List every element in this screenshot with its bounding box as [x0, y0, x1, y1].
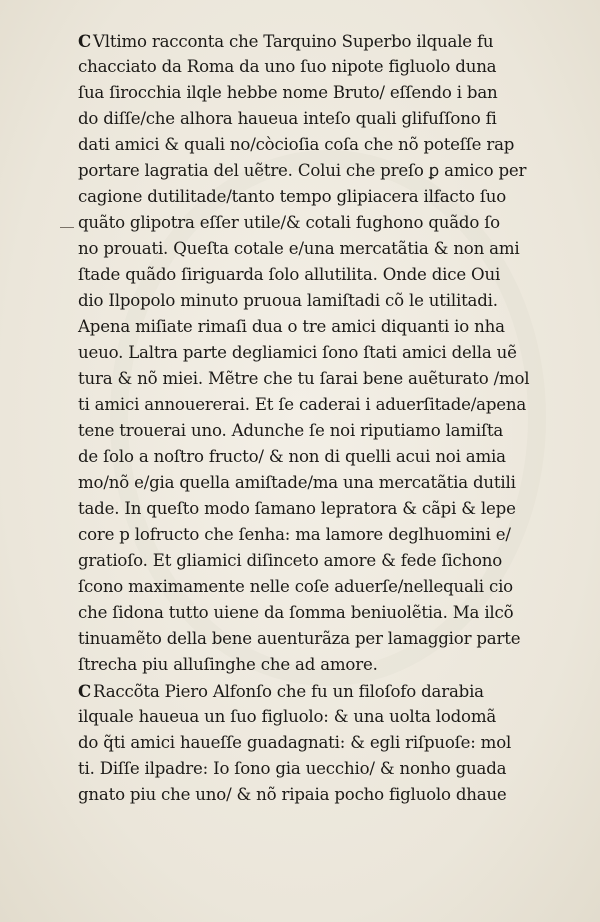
paragraph-mark: Ⅽ	[78, 31, 92, 51]
text-block	[78, 28, 558, 808]
text-line	[78, 444, 558, 470]
line-text: ti amici annouererai. Et ſe caderai i aduerſitade/apena	[78, 395, 527, 414]
text-line	[78, 288, 558, 314]
line-text: de ſolo a noſtro fructo/ & non di quelli acui noi amia	[78, 447, 506, 466]
line-text: no prouati. Queſta cotale e/una mercatãtia & non ami	[78, 239, 520, 258]
text-line	[78, 704, 558, 730]
line-text: che ſidona tutto uiene da ſomma beniuolẽtia. Ma ilcõ	[78, 603, 514, 622]
text-line	[78, 782, 558, 808]
text-line	[78, 548, 558, 574]
line-text: gratioſo. Et gliamici diſinceto amore & fede ſichono	[78, 551, 503, 570]
text-line	[78, 470, 558, 496]
line-text: portare lagratia del uẽtre. Colui che preſo ꝑ amico per	[78, 161, 527, 180]
line-text: ti. Diſſe ilpadre: Io ſono gia uecchio/ & nonho guada	[78, 759, 507, 778]
line-text: tade. In queſto modo ſamano lepratora & cãpi & lepe	[78, 499, 516, 518]
line-text: mo/nõ e/gia quella amiſtade/ma una mercatãtia dutili	[78, 473, 516, 492]
text-line	[78, 236, 558, 262]
line-text: tinuamẽto della bene auenturãza per lamaggior parte	[78, 629, 521, 648]
line-text: tene trouerai uno. Adunche ſe noi riputiamo lamiſta	[78, 421, 504, 440]
text-line	[78, 366, 558, 392]
text-line	[78, 730, 558, 756]
text-line	[78, 54, 558, 80]
text-line	[78, 106, 558, 132]
paragraph-mark: Ⅽ	[78, 681, 92, 701]
margin-mark	[60, 227, 74, 228]
line-text: cagione dutilitade/tanto tempo glipiacera ilfacto ſuo	[78, 187, 507, 206]
line-text: dio Ilpopolo minuto pruoua lamiſtadi cõ le utilitadi.	[78, 291, 498, 310]
text-line	[78, 210, 558, 236]
text-line	[78, 314, 558, 340]
text-line	[78, 574, 558, 600]
line-text: ſtade quãdo ſiriguarda ſolo allutilita. Onde dice Oui	[78, 265, 501, 284]
text-line	[78, 392, 558, 418]
text-line	[78, 132, 558, 158]
line-text: dati amici & quali no/còcioſia coſa che nõ poteſſe rap	[78, 135, 515, 154]
line-text: Vltimo racconta che Tarquino Superbo ilquale fu	[93, 32, 494, 51]
line-text: Apena miſiate rimaſi dua o tre amici diquanti io nha	[78, 317, 505, 336]
text-line	[78, 626, 558, 652]
text-line	[78, 678, 558, 704]
text-line	[78, 418, 558, 444]
line-text: tura & nõ miei. Mẽtre che tu ſarai bene auẽturato /mol	[78, 369, 530, 388]
text-line	[78, 184, 558, 210]
line-text: Raccõta Piero Alfonſo che fu un filoſofo darabia	[93, 682, 484, 701]
text-line	[78, 80, 558, 106]
line-text: gnato piu che uno/ & nõ ripaia pocho figluolo dhaue	[78, 785, 507, 804]
text-line	[78, 756, 558, 782]
text-line	[78, 340, 558, 366]
text-line	[78, 28, 558, 54]
line-text: ſcono maximamente nelle coſe aduerſe/nellequali cio	[78, 577, 513, 596]
text-line	[78, 600, 558, 626]
line-text: chacciato da Roma da uno ſuo nipote figluolo duna	[78, 57, 497, 76]
text-line	[78, 652, 558, 678]
line-text: quãto glipotra eſſer utile/& cotali fughono quãdo ſo	[78, 213, 500, 232]
text-line	[78, 158, 558, 184]
line-text: core p lofructo che ſenha: ma lamore deglhuomini e/	[78, 525, 511, 544]
line-text: ſua ſirocchia ilqle hebbe nome Bruto/ eſſendo i ban	[78, 83, 498, 102]
line-text: ilquale haueua un ſuo figluolo: & una uolta lodomã	[78, 707, 497, 726]
text-line	[78, 522, 558, 548]
text-line	[78, 262, 558, 288]
line-text: do diſſe/che alhora haueua inteſo quali glifuſſono fi	[78, 109, 497, 128]
line-text: do q̃ti amici haueſſe guadagnati: & egli riſpuoſe: mol	[78, 733, 512, 752]
line-text: ueuo. Laltra parte degliamici ſono ſtati amici della uẽ	[78, 343, 517, 362]
line-text: ſtrecha piu alluſinghe che ad amore.	[78, 655, 378, 674]
text-line	[78, 496, 558, 522]
